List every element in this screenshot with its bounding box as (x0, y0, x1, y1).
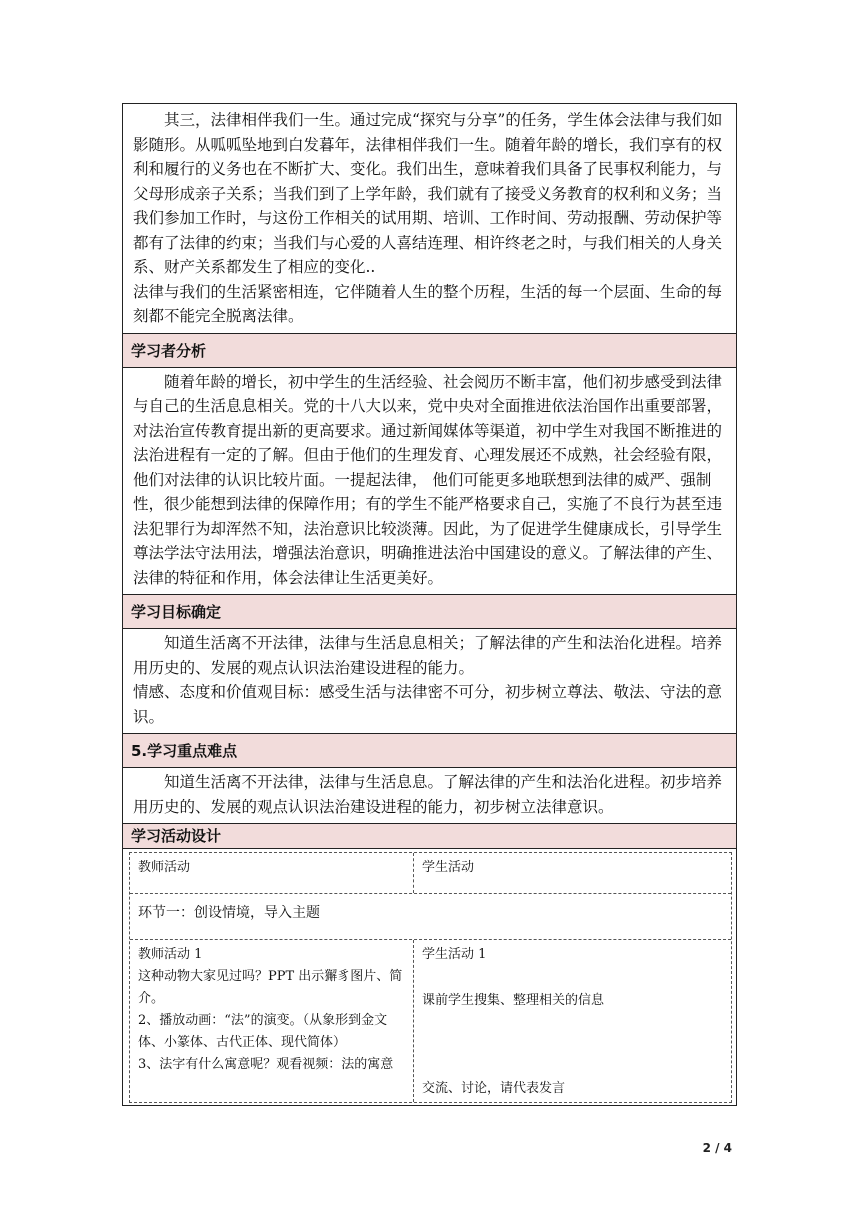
teacher-line: 3、法字有什么寓意呢？观看视频：法的寓意 (138, 1057, 394, 1072)
paragraph: 随着年龄的增长，初中学生的生活经验、社会阅历不断丰富，他们初步感受到法律与自己的生活息息相关。党的十八大以来，党中央对全面推进依法治国作出重要部署，对法治宣传教育提出新的更高要求。通过新闻媒体等渠道，初中学生对我国不断推进的法治进程有一定的了解。但由于他们的生理发育、心理发展还不成熟，社会经验有限，他们对法律的认识比较片面。一提起法律， 他们可能更多地联想到法律的威严、强制性，很少能想到法律的保障作用；有的学生不能严格要求自己，实施了不良行为甚至违法犯罪行为却浑然不知，法治意识比较淡薄。因此，为了促进学生健康成长，引导学生尊法学法守法用法，增强法治意识，明确推进法治中国建设的意义。了解法律的产生、法律的特征和作用，体会法律让生活更美好。 (133, 372, 723, 587)
teacher-line: 2、播放动画：“法”的演变。（从象形到金文体、小篆体、古代正体、现代简体） (138, 1013, 388, 1050)
section-learning-goals (123, 629, 736, 734)
section-law-accompanies-life (123, 104, 736, 334)
paragraph: 知道生活离不开法律，法律与生活息息相关；了解法律的产生和法治化进程。培养用历史的、发展的观点认识法治建设进程的能力。 (133, 634, 723, 677)
student-activity-cell (414, 940, 731, 1102)
section-key-points (123, 768, 736, 824)
paragraph: 情感、态度和价值观目标：感受生活与法律密不可分，初步树立尊法、敬法、守法的意识。 (133, 683, 723, 726)
teacher-line: 教师活动 1 (138, 947, 203, 962)
section-heading: 5.学习重点难点 (123, 734, 736, 768)
student-line: 交流、讨论，请代表发言 (422, 1081, 566, 1096)
paragraph: 法律与我们的生活紧密相连，它伴随着人生的整个历程，生活的每一个层面、生命的每刻都不能完全脱离法律。 (133, 282, 723, 325)
student-activity-header: 学生活动 (422, 860, 475, 875)
paragraph: 其三，法律相伴我们一生。通过完成“探究与分享”的任务，学生体会法律与我们如影随形。从呱呱坠地到白发暮年，法律相伴我们一生。随着年龄的增长，我们享有的权利和履行的义务也在不断扩大、变化。我们出生，意味着我们具备了民事权利能力，与父母形成亲子关系；当我们到了上学年龄，我们就有了接受义务教育的权利和义务；当我们参加工作时，与这份工作相关的试用期、培训、工作时间、劳动报酬、劳动保护等都有了法律的约束；当我们与心爱的人喜结连理、相许终老之时，与我们相关的人身关系、财产关系都发生了相应的变化.. (133, 111, 723, 276)
student-line: 课前学生搜集、整理相关的信息 (422, 993, 605, 1008)
page-number: 2 / 4 (702, 1141, 732, 1155)
section-heading: 学习目标确定 (123, 595, 736, 629)
teacher-activity-cell (130, 940, 414, 1102)
segment-title: 环节一：创设情境，导入主题 (138, 905, 320, 921)
section-learner-analysis (123, 368, 736, 596)
table-row (130, 940, 731, 1102)
section-heading: 学习者分析 (123, 334, 736, 368)
segment-row (130, 894, 731, 940)
student-line: 学生活动 1 (422, 947, 487, 962)
teacher-activity-header: 教师活动 (130, 853, 414, 893)
teacher-line: 这种动物大家见过吗？PPT 出示獬豸图片、简介。 (138, 969, 403, 1006)
lesson-plan-table (122, 103, 737, 1106)
table-header-row (130, 853, 731, 894)
section-heading: 学习活动设计 (123, 824, 736, 849)
paragraph: 知道生活离不开法律，法律与生活息息。了解法律的产生和法治化进程。初步培养用历史的、发展的观点认识法治建设进程的能力，初步树立法律意识。 (133, 773, 723, 816)
activity-design-table (129, 852, 732, 1103)
